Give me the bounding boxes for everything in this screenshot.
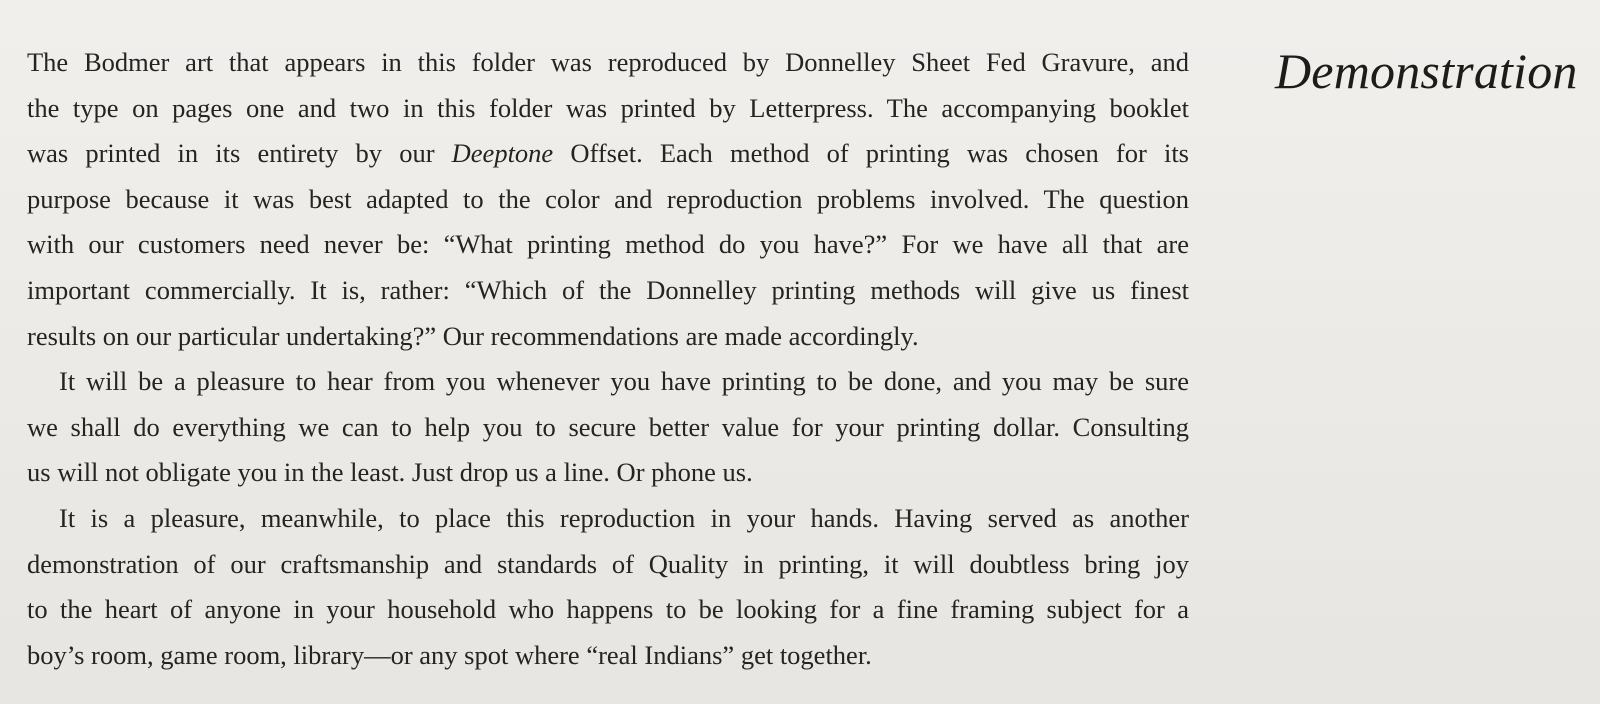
- paragraph-line: to the heart of anyone in your household who happens to be looking for a fine framing subject for a: [27, 594, 1189, 625]
- paragraph-line: [27, 131, 1189, 177]
- line-text: Offset. Each method of printing was chosen for its: [553, 138, 1189, 169]
- paragraph-line: It is a pleasure, meanwhile, to place this reproduction in your hands. Having served as another: [59, 502, 1189, 533]
- line-text: was printed in its entirety by our: [27, 138, 452, 169]
- paragraph-line: the type on pages one and two in this folder was printed by Letterpress. The accompanying booklet: [27, 92, 1189, 123]
- paragraph-line: with our customers need never be: “What printing method do you have?” For we have all that are: [27, 229, 1189, 260]
- paragraph-line: boy’s room, game room, library—or any spot where “real Indians” get together.: [27, 639, 872, 670]
- body-text: [27, 40, 1189, 678]
- paragraph-line: It will be a pleasure to hear from you whenever you have printing to be done, and you may be sure: [59, 366, 1189, 397]
- paragraph-3: [27, 496, 1189, 678]
- paragraph-1: [27, 40, 1189, 359]
- page-heading: Demonstration: [1275, 43, 1578, 99]
- paragraph-line: purpose because it was best adapted to the color and reproduction problems involved. The question: [27, 183, 1189, 214]
- paragraph-2: [27, 359, 1189, 496]
- paragraph-line: demonstration of our craftsmanship and standards of Quality in printing, it will doubtless bring joy: [27, 548, 1189, 579]
- emphasis-deeptone: Deeptone: [451, 138, 554, 169]
- paragraph-line: us will not obligate you in the least. Just drop us a line. Or phone us.: [27, 457, 753, 488]
- paragraph-line: results on our particular undertaking?” Our recommendations are made accordingly.: [27, 320, 919, 351]
- paragraph-line: important commercially. It is, rather: “Which of the Donnelley printing methods will give us finest: [27, 274, 1189, 305]
- paragraph-line: we shall do everything we can to help you to secure better value for your printing dollar. Consulting: [27, 411, 1189, 442]
- paragraph-line: The Bodmer art that appears in this folder was reproduced by Donnelley Sheet Fed Gravure, and: [27, 47, 1189, 77]
